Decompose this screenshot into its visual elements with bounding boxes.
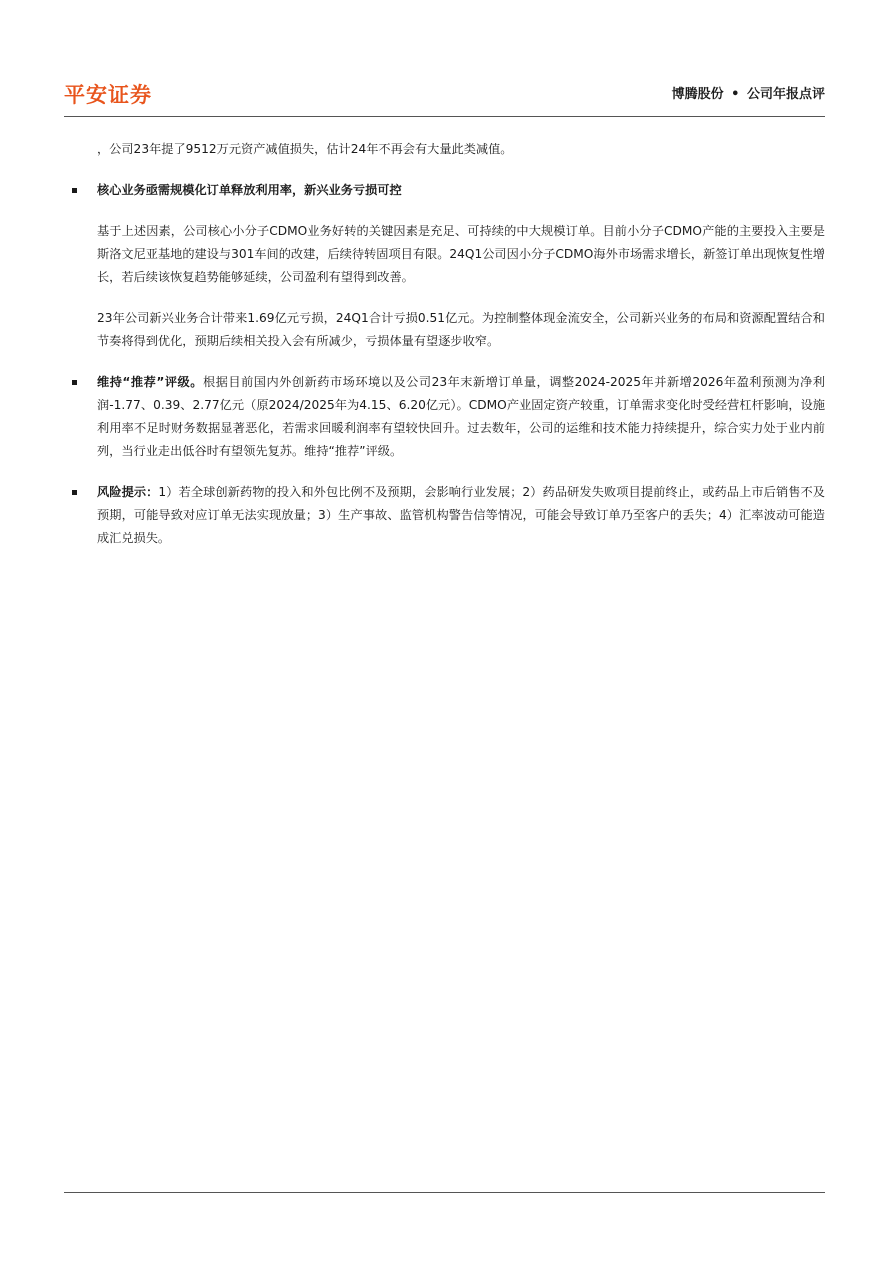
- paragraph: 基于上述因素，公司核心小分子CDMO业务好转的关键因素是充足、可持续的中大规模订单。目前小分子CDMO产能的主要投入主要是斯洛文尼亚基地的建设与301车间的改建，后续待转固项目有限。24Q1公司因小分子CDMO海外市场需求增长，新签订单出现恢复性增长，若后续该恢复趋势能够延续，公司盈利有望得到改善。: [97, 224, 825, 284]
- lead-paragraph: ，公司23年提了9512万元资产减值损失，估计24年不再会有大量此类减值。: [97, 142, 513, 156]
- separator-dot: •: [731, 87, 740, 102]
- section-body: 根据目前国内外创新药市场环境以及公司23年末新增订单量，调整2024-2025年并新增2026年盈利预测为净利润-1.77、0.39、2.77亿元（原2024/2025年为4.15、6.20亿元）。CDMO产业固定资产较重，订单需求变化时受经营杠杆影响，设施利用率不足时财务数据显著恶化，若需求回暖利润率有望较快回升。过去数年，公司的运维和技术能力持续提升，综合实力处于业内前列，当行业走出低谷时有望领先复苏。维持“推荐”评级。: [97, 375, 825, 458]
- brand-logo: 平安证券: [64, 83, 152, 107]
- company-name: 博腾股份: [671, 87, 724, 102]
- page-header: [64, 80, 825, 117]
- section-body: 1）若全球创新药物的投入和外包比例不及预期，会影响行业发展；2）药品研发失败项目提前终止，或药品上市后销售不及预期，可能导致对应订单无法实现放量；3）生产事故、监管机构警告信等情况，可能会导致订单乃至客户的丢失；4）汇率波动可能造成汇兑损失。: [97, 485, 825, 545]
- bullet-icon: [72, 188, 77, 193]
- report-label: [672, 86, 825, 104]
- bullet-icon: [72, 490, 77, 495]
- section-title: 风险提示：: [97, 485, 159, 499]
- section-risk: [72, 481, 825, 550]
- paragraph: [97, 481, 825, 550]
- bullet-icon: [72, 380, 77, 385]
- section-rating: [72, 371, 825, 463]
- report-type: 公司年报点评: [746, 87, 825, 102]
- section-title: 核心业务亟需规模化订单释放利用率，新兴业务亏损可控: [97, 183, 402, 197]
- paragraph: 23年公司新兴业务合计带来1.69亿元亏损，24Q1合计亏损0.51亿元。为控制整体现金流安全，公司新兴业务的布局和资源配置结合和节奏将得到优化，预期后续相关投入会有所减少，亏损体量有望逐步收窄。: [97, 311, 825, 348]
- paragraph: [97, 371, 825, 463]
- section-core-business: [72, 179, 825, 353]
- report-body: [72, 138, 825, 568]
- footer-divider: [64, 1192, 825, 1193]
- section-title: 维持“推荐”评级。: [97, 375, 203, 389]
